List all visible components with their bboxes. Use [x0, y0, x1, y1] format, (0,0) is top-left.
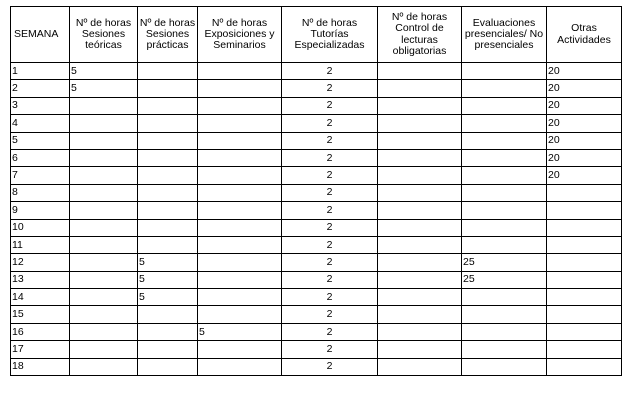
- cell-otras-actividades: [547, 219, 622, 236]
- cell-evaluaciones: [462, 341, 547, 358]
- cell-evaluaciones: [462, 184, 547, 201]
- cell-sesiones-practicas: 5: [138, 271, 198, 288]
- cell-tutorias: 2: [282, 202, 378, 219]
- cell-otras-actividades: 20: [547, 167, 622, 184]
- cell-sesiones-teoricas: [70, 97, 138, 114]
- cell-tutorias: 2: [282, 358, 378, 375]
- cell-sesiones-teoricas: [70, 115, 138, 132]
- cell-evaluaciones: [462, 132, 547, 149]
- cell-sesiones-practicas: [138, 358, 198, 375]
- cell-exposiciones: [198, 63, 282, 80]
- cell-otras-actividades: 20: [547, 132, 622, 149]
- table-row: [11, 149, 622, 166]
- cell-otras-actividades: 20: [547, 80, 622, 97]
- table-row: [11, 184, 622, 201]
- cell-evaluaciones: [462, 289, 547, 306]
- cell-exposiciones: [198, 97, 282, 114]
- cell-sesiones-teoricas: [70, 202, 138, 219]
- cell-tutorias: 2: [282, 132, 378, 149]
- cell-sesiones-practicas: [138, 341, 198, 358]
- cell-semana: 18: [11, 358, 70, 375]
- cell-lecturas: [378, 80, 462, 97]
- cell-evaluaciones: [462, 323, 547, 340]
- cell-lecturas: [378, 236, 462, 253]
- cell-lecturas: [378, 323, 462, 340]
- cell-otras-actividades: [547, 202, 622, 219]
- cell-semana: 7: [11, 167, 70, 184]
- header-evaluaciones: Evaluaciones presenciales/ No presenciales: [462, 7, 547, 63]
- table-row: [11, 306, 622, 323]
- cell-otras-actividades: [547, 236, 622, 253]
- table-body: [11, 63, 622, 376]
- table-row: [11, 219, 622, 236]
- cell-otras-actividades: [547, 358, 622, 375]
- cell-semana: 17: [11, 341, 70, 358]
- cell-semana: 14: [11, 289, 70, 306]
- cell-tutorias: 2: [282, 80, 378, 97]
- cell-lecturas: [378, 115, 462, 132]
- header-row: [11, 7, 622, 63]
- cell-lecturas: [378, 358, 462, 375]
- cell-sesiones-practicas: [138, 80, 198, 97]
- header-tutorias-especializadas: Nº de horas Tutorías Especializadas: [282, 7, 378, 63]
- cell-semana: 8: [11, 184, 70, 201]
- cell-otras-actividades: [547, 306, 622, 323]
- cell-evaluaciones: [462, 219, 547, 236]
- header-control-lecturas: Nº de horas Control de lecturas obligatorias: [378, 7, 462, 63]
- table-row: [11, 323, 622, 340]
- cell-lecturas: [378, 167, 462, 184]
- cell-otras-actividades: [547, 254, 622, 271]
- cell-otras-actividades: [547, 341, 622, 358]
- cell-semana: 10: [11, 219, 70, 236]
- cell-sesiones-teoricas: [70, 236, 138, 253]
- cell-sesiones-practicas: 5: [138, 254, 198, 271]
- cell-sesiones-teoricas: [70, 289, 138, 306]
- cell-lecturas: [378, 289, 462, 306]
- cell-sesiones-practicas: [138, 323, 198, 340]
- cell-semana: 4: [11, 115, 70, 132]
- cell-semana: 1: [11, 63, 70, 80]
- cell-tutorias: 2: [282, 306, 378, 323]
- cell-sesiones-practicas: [138, 202, 198, 219]
- header-sesiones-teoricas: Nº de horas Sesiones teóricas: [70, 7, 138, 63]
- cell-otras-actividades: [547, 184, 622, 201]
- cell-exposiciones: [198, 341, 282, 358]
- cell-sesiones-practicas: [138, 132, 198, 149]
- cell-exposiciones: [198, 149, 282, 166]
- table-row: [11, 202, 622, 219]
- cell-tutorias: 2: [282, 254, 378, 271]
- cell-sesiones-practicas: [138, 97, 198, 114]
- cell-semana: 2: [11, 80, 70, 97]
- table-row: [11, 358, 622, 375]
- cell-exposiciones: [198, 254, 282, 271]
- cell-exposiciones: [198, 115, 282, 132]
- cell-exposiciones: [198, 289, 282, 306]
- cell-lecturas: [378, 132, 462, 149]
- cell-semana: 16: [11, 323, 70, 340]
- table-row: [11, 341, 622, 358]
- cell-evaluaciones: 25: [462, 254, 547, 271]
- cell-sesiones-teoricas: [70, 167, 138, 184]
- cell-evaluaciones: [462, 149, 547, 166]
- cell-sesiones-teoricas: [70, 149, 138, 166]
- cell-sesiones-teoricas: [70, 184, 138, 201]
- cell-sesiones-teoricas: [70, 306, 138, 323]
- cell-semana: 5: [11, 132, 70, 149]
- cell-otras-actividades: 20: [547, 63, 622, 80]
- cell-sesiones-teoricas: [70, 132, 138, 149]
- table-row: [11, 289, 622, 306]
- cell-lecturas: [378, 149, 462, 166]
- cell-sesiones-practicas: [138, 306, 198, 323]
- cell-evaluaciones: [462, 358, 547, 375]
- cell-evaluaciones: [462, 167, 547, 184]
- cell-lecturas: [378, 63, 462, 80]
- cell-exposiciones: [198, 80, 282, 97]
- cell-semana: 9: [11, 202, 70, 219]
- cell-exposiciones: [198, 132, 282, 149]
- cell-tutorias: 2: [282, 115, 378, 132]
- cell-sesiones-practicas: 5: [138, 289, 198, 306]
- cell-lecturas: [378, 97, 462, 114]
- table-row: [11, 236, 622, 253]
- header-otras-actividades: Otras Actividades: [547, 7, 622, 63]
- cell-evaluaciones: 25: [462, 271, 547, 288]
- cell-lecturas: [378, 254, 462, 271]
- cell-tutorias: 2: [282, 97, 378, 114]
- cell-sesiones-teoricas: [70, 323, 138, 340]
- table-row: [11, 132, 622, 149]
- cell-tutorias: 2: [282, 63, 378, 80]
- cell-exposiciones: [198, 306, 282, 323]
- cell-evaluaciones: [462, 63, 547, 80]
- cell-tutorias: 2: [282, 149, 378, 166]
- cell-sesiones-practicas: [138, 149, 198, 166]
- table-row: [11, 167, 622, 184]
- cell-sesiones-teoricas: 5: [70, 80, 138, 97]
- cell-lecturas: [378, 341, 462, 358]
- cell-sesiones-teoricas: [70, 358, 138, 375]
- cell-exposiciones: [198, 184, 282, 201]
- table-row: [11, 97, 622, 114]
- cell-lecturas: [378, 184, 462, 201]
- header-semana: SEMANA: [11, 7, 70, 63]
- cell-tutorias: 2: [282, 341, 378, 358]
- cell-sesiones-practicas: [138, 236, 198, 253]
- cell-semana: 12: [11, 254, 70, 271]
- cell-otras-actividades: [547, 271, 622, 288]
- table-row: [11, 80, 622, 97]
- cell-exposiciones: [198, 358, 282, 375]
- cell-evaluaciones: [462, 115, 547, 132]
- cell-sesiones-teoricas: [70, 341, 138, 358]
- table-row: [11, 271, 622, 288]
- cell-exposiciones: 5: [198, 323, 282, 340]
- cell-exposiciones: [198, 271, 282, 288]
- cell-otras-actividades: [547, 323, 622, 340]
- cell-tutorias: 2: [282, 236, 378, 253]
- cell-sesiones-teoricas: [70, 254, 138, 271]
- cell-lecturas: [378, 271, 462, 288]
- table-row: [11, 63, 622, 80]
- cell-sesiones-teoricas: 5: [70, 63, 138, 80]
- cell-otras-actividades: 20: [547, 149, 622, 166]
- weekly-hours-table: [10, 6, 622, 376]
- cell-tutorias: 2: [282, 271, 378, 288]
- cell-sesiones-practicas: [138, 115, 198, 132]
- cell-semana: 3: [11, 97, 70, 114]
- cell-evaluaciones: [462, 97, 547, 114]
- cell-lecturas: [378, 202, 462, 219]
- cell-exposiciones: [198, 167, 282, 184]
- cell-tutorias: 2: [282, 289, 378, 306]
- cell-tutorias: 2: [282, 167, 378, 184]
- table-header: [11, 7, 622, 63]
- cell-tutorias: 2: [282, 323, 378, 340]
- cell-otras-actividades: 20: [547, 97, 622, 114]
- cell-evaluaciones: [462, 80, 547, 97]
- cell-sesiones-practicas: [138, 184, 198, 201]
- header-sesiones-practicas: Nº de horas Sesiones prácticas: [138, 7, 198, 63]
- cell-sesiones-practicas: [138, 63, 198, 80]
- cell-semana: 13: [11, 271, 70, 288]
- cell-lecturas: [378, 306, 462, 323]
- cell-tutorias: 2: [282, 184, 378, 201]
- cell-exposiciones: [198, 202, 282, 219]
- cell-evaluaciones: [462, 306, 547, 323]
- cell-evaluaciones: [462, 236, 547, 253]
- cell-exposiciones: [198, 236, 282, 253]
- cell-sesiones-teoricas: [70, 271, 138, 288]
- table-row: [11, 115, 622, 132]
- cell-sesiones-practicas: [138, 219, 198, 236]
- cell-evaluaciones: [462, 202, 547, 219]
- cell-semana: 15: [11, 306, 70, 323]
- cell-sesiones-practicas: [138, 167, 198, 184]
- cell-lecturas: [378, 219, 462, 236]
- header-exposiciones-seminarios: Nº de horas Exposiciones y Seminarios: [198, 7, 282, 63]
- cell-semana: 11: [11, 236, 70, 253]
- cell-sesiones-teoricas: [70, 219, 138, 236]
- cell-exposiciones: [198, 219, 282, 236]
- table-row: [11, 254, 622, 271]
- cell-otras-actividades: [547, 289, 622, 306]
- cell-otras-actividades: 20: [547, 115, 622, 132]
- cell-tutorias: 2: [282, 219, 378, 236]
- cell-semana: 6: [11, 149, 70, 166]
